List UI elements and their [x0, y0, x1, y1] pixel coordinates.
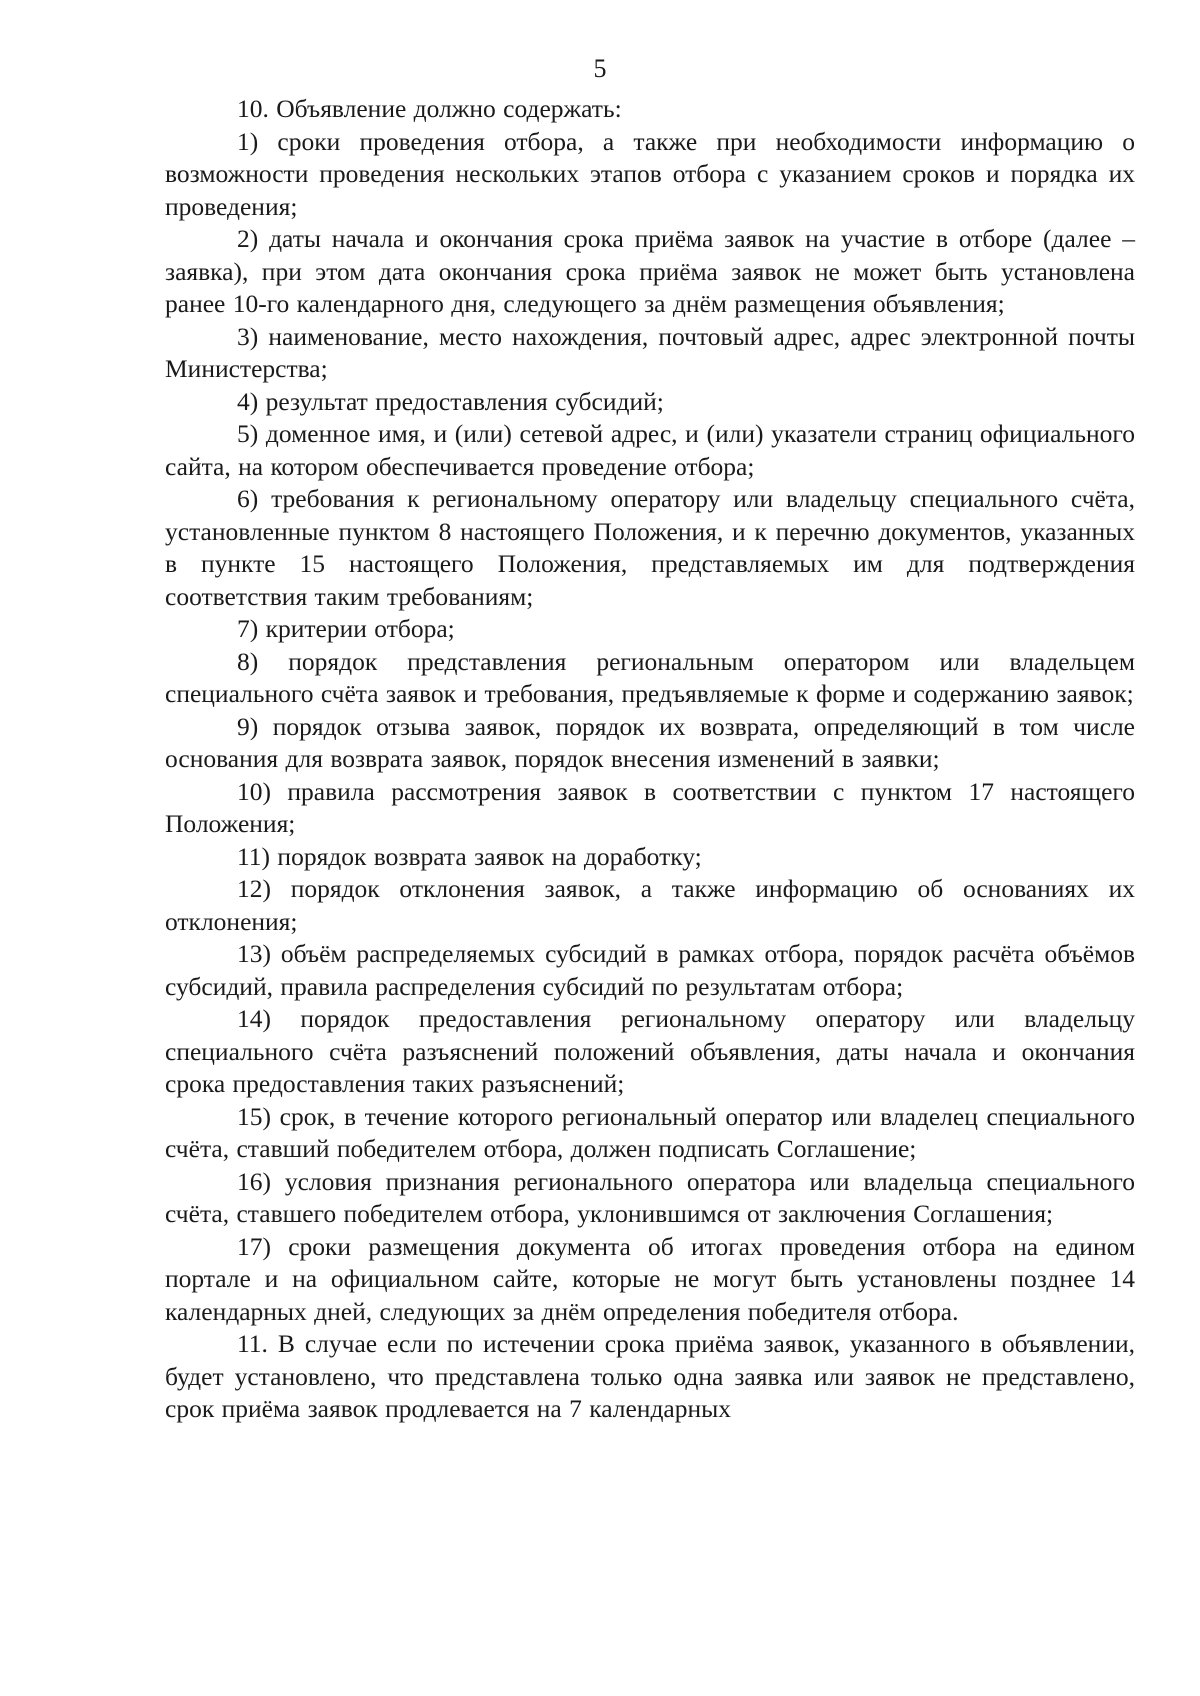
page-number: 5 — [593, 54, 607, 83]
list-item-5: 5) доменное имя, и (или) сетевой адрес, и (или) указатели страниц официального сайта, на котором обеспечивается проведение отбора; — [165, 419, 1135, 481]
list-item-10: 10) правила рассмотрения заявок в соответствии с пунктом 17 настоящего Положения; — [165, 776, 1135, 838]
list-item-15: 15) срок, в течение которого региональный оператор или владелец специального счёта, ставший победителем отбора, должен подписать Соглашение; — [165, 1101, 1135, 1163]
list-item-8: 8) порядок представления региональным оператором или владельцем специального счёта заявок и требования, предъявляемые к форме и содержанию заявок; — [165, 646, 1135, 708]
list-item-13: 13) объём распределяемых субсидий в рамках отбора, порядок расчёта объёмов субсидий, правила распределения субсидий по результатам отбора; — [165, 939, 1135, 1001]
list-item-12: 12) порядок отклонения заявок, а также информацию об основаниях их отклонения; — [165, 874, 1135, 936]
list-item-3: 3) наименование, место нахождения, почтовый адрес, адрес электронной почты Министерства; — [165, 321, 1135, 383]
list-item-17: 17) сроки размещения документа об итогах проведения отбора на едином портале и на официальном сайте, которые не могут быть установлены позднее 14 календарных дней, следующих за днём определения победителя отбора. — [165, 1231, 1135, 1326]
list-item-11: 11) порядок возврата заявок на доработку; — [237, 841, 702, 871]
list-item-2: 2) даты начала и окончания срока приёма заявок на участие в отборе (далее – заявка), при этом дата окончания срока приёма заявок не может быть установлена ранее 10-го календарного дня, следующего за днём размещения объявления; — [165, 224, 1135, 318]
list-item-7: 7) критерии отбора; — [237, 614, 455, 643]
list-item-16: 16) условия признания регионального оператора или владельца специального счёта, ставшего победителем отбора, уклонившимся от заключения Соглашения; — [165, 1166, 1135, 1228]
list-item-9: 9) порядок отзыва заявок, порядок их возврата, определяющий в том числе основания для возврата заявок, порядок внесения изменений в заявки; — [165, 711, 1135, 773]
list-item-6: 6) требования к региональному оператору или владельцу специального счёта, установленные пунктом 8 настоящего Положения, и к перечню документов, указанных в пункте 15 настоящего Положения, представляемых им для подтверждения соответствия таким требованиям; — [165, 484, 1135, 611]
list-item-4: 4) результат предоставления субсидий; — [237, 386, 664, 416]
document-body — [165, 93, 1135, 1426]
paragraph-item-11: 11. В случае если по истечении срока приёма заявок, указанного в объявлении, будет установлено, что представлена только одна заявка или заявок не представлено, срок приёма заявок продлевается на 7 календарных — [165, 1329, 1135, 1423]
paragraph-item-10-heading: 10. Объявление должно содержать: — [237, 94, 622, 123]
list-item-14: 14) порядок предоставления региональному оператору или владельцу специального счёта разъяснений положений объявления, даты начала и окончания срока предоставления таких разъяснений; — [165, 1004, 1135, 1098]
list-item-1: 1) сроки проведения отбора, а также при необходимости информацию о возможности проведения нескольких этапов отбора с указанием сроков и порядка их проведения; — [165, 126, 1135, 221]
